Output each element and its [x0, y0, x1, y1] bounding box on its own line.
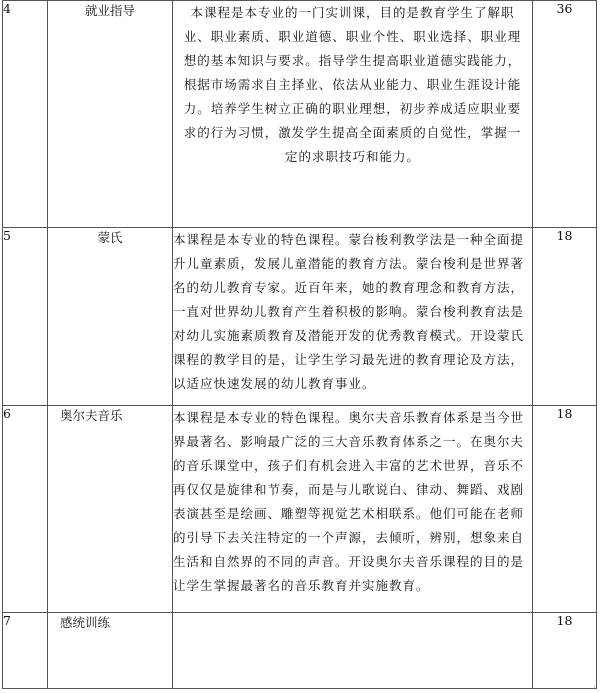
course-number: 7 — [3, 613, 48, 689]
course-description: 本课程是本专业的特色课程。奥尔夫音乐教育体系是当今世界最著名、影响最广泛的三大音乐教育体系之一。在奥尔夫的音乐课堂中，孩子们有机会进入丰富的艺术世界，音乐不再仅仅是旋律和节奏，而是与儿歌说白、律动、舞蹈、戏剧表演甚至是绘画、雕塑等视觉艺术相联系。他们可能在老师的引导下去关注特定的一个声源，去倾听，辨别，想象来自生活和自然界的不同的声音。开设奥尔夫音乐课程的目的是让学生掌握最著名的音乐教育并实施教育。 — [173, 406, 533, 613]
course-description: 本课程是本专业的特色课程。蒙台梭利教学法是一种全面提升儿童素质，发展儿童潜能的教育方法。蒙台梭利是世界著名的幼儿教育专家。近百年来，她的教育理念和教育方法，一直对世界幼儿教育产生着积极的影响。蒙台梭利教育法是对幼儿实施素质教育及潜能开发的优秀教育模式。开设蒙氏课程的教学目的是，让学生学习最先进的教育理论及方法，以适应快速发展的幼儿教育事业。 — [173, 228, 533, 406]
paragraph-mark: · — [593, 683, 596, 693]
course-name: 就业指导 — [48, 1, 173, 228]
table-row — [3, 613, 597, 689]
course-number: 5 — [3, 228, 48, 406]
course-number: 6 — [3, 406, 48, 613]
table-row — [3, 228, 597, 406]
table-row — [3, 1, 597, 228]
course-name: 奥尔夫音乐 — [48, 406, 173, 613]
course-number: 4 — [3, 1, 48, 228]
course-description — [173, 613, 533, 689]
course-hours: 36 — [533, 1, 597, 228]
course-hours: 18 — [533, 613, 597, 689]
course-name: 感统训练 — [48, 613, 173, 689]
table-row — [3, 406, 597, 613]
course-description: 本课程是本专业的一门实训课，目的是教育学生了解职业、职业素质、职业道德、职业个性、职业选择、职业理想的基本知识与要求。指导学生提高职业道德实践能力，根据市场需求自主择业、依法从业能力、职业生涯设计能力。培养学生树立正确的职业理想，初步养成适应职业要求的行为习惯，激发学生提高全面素质的自觉性，掌握一定的求职技巧和能力。 — [173, 1, 533, 228]
course-hours: 18 — [533, 228, 597, 406]
course-table — [2, 0, 597, 689]
course-hours: 18 — [533, 406, 597, 613]
course-name: 蒙氏 — [48, 228, 173, 406]
